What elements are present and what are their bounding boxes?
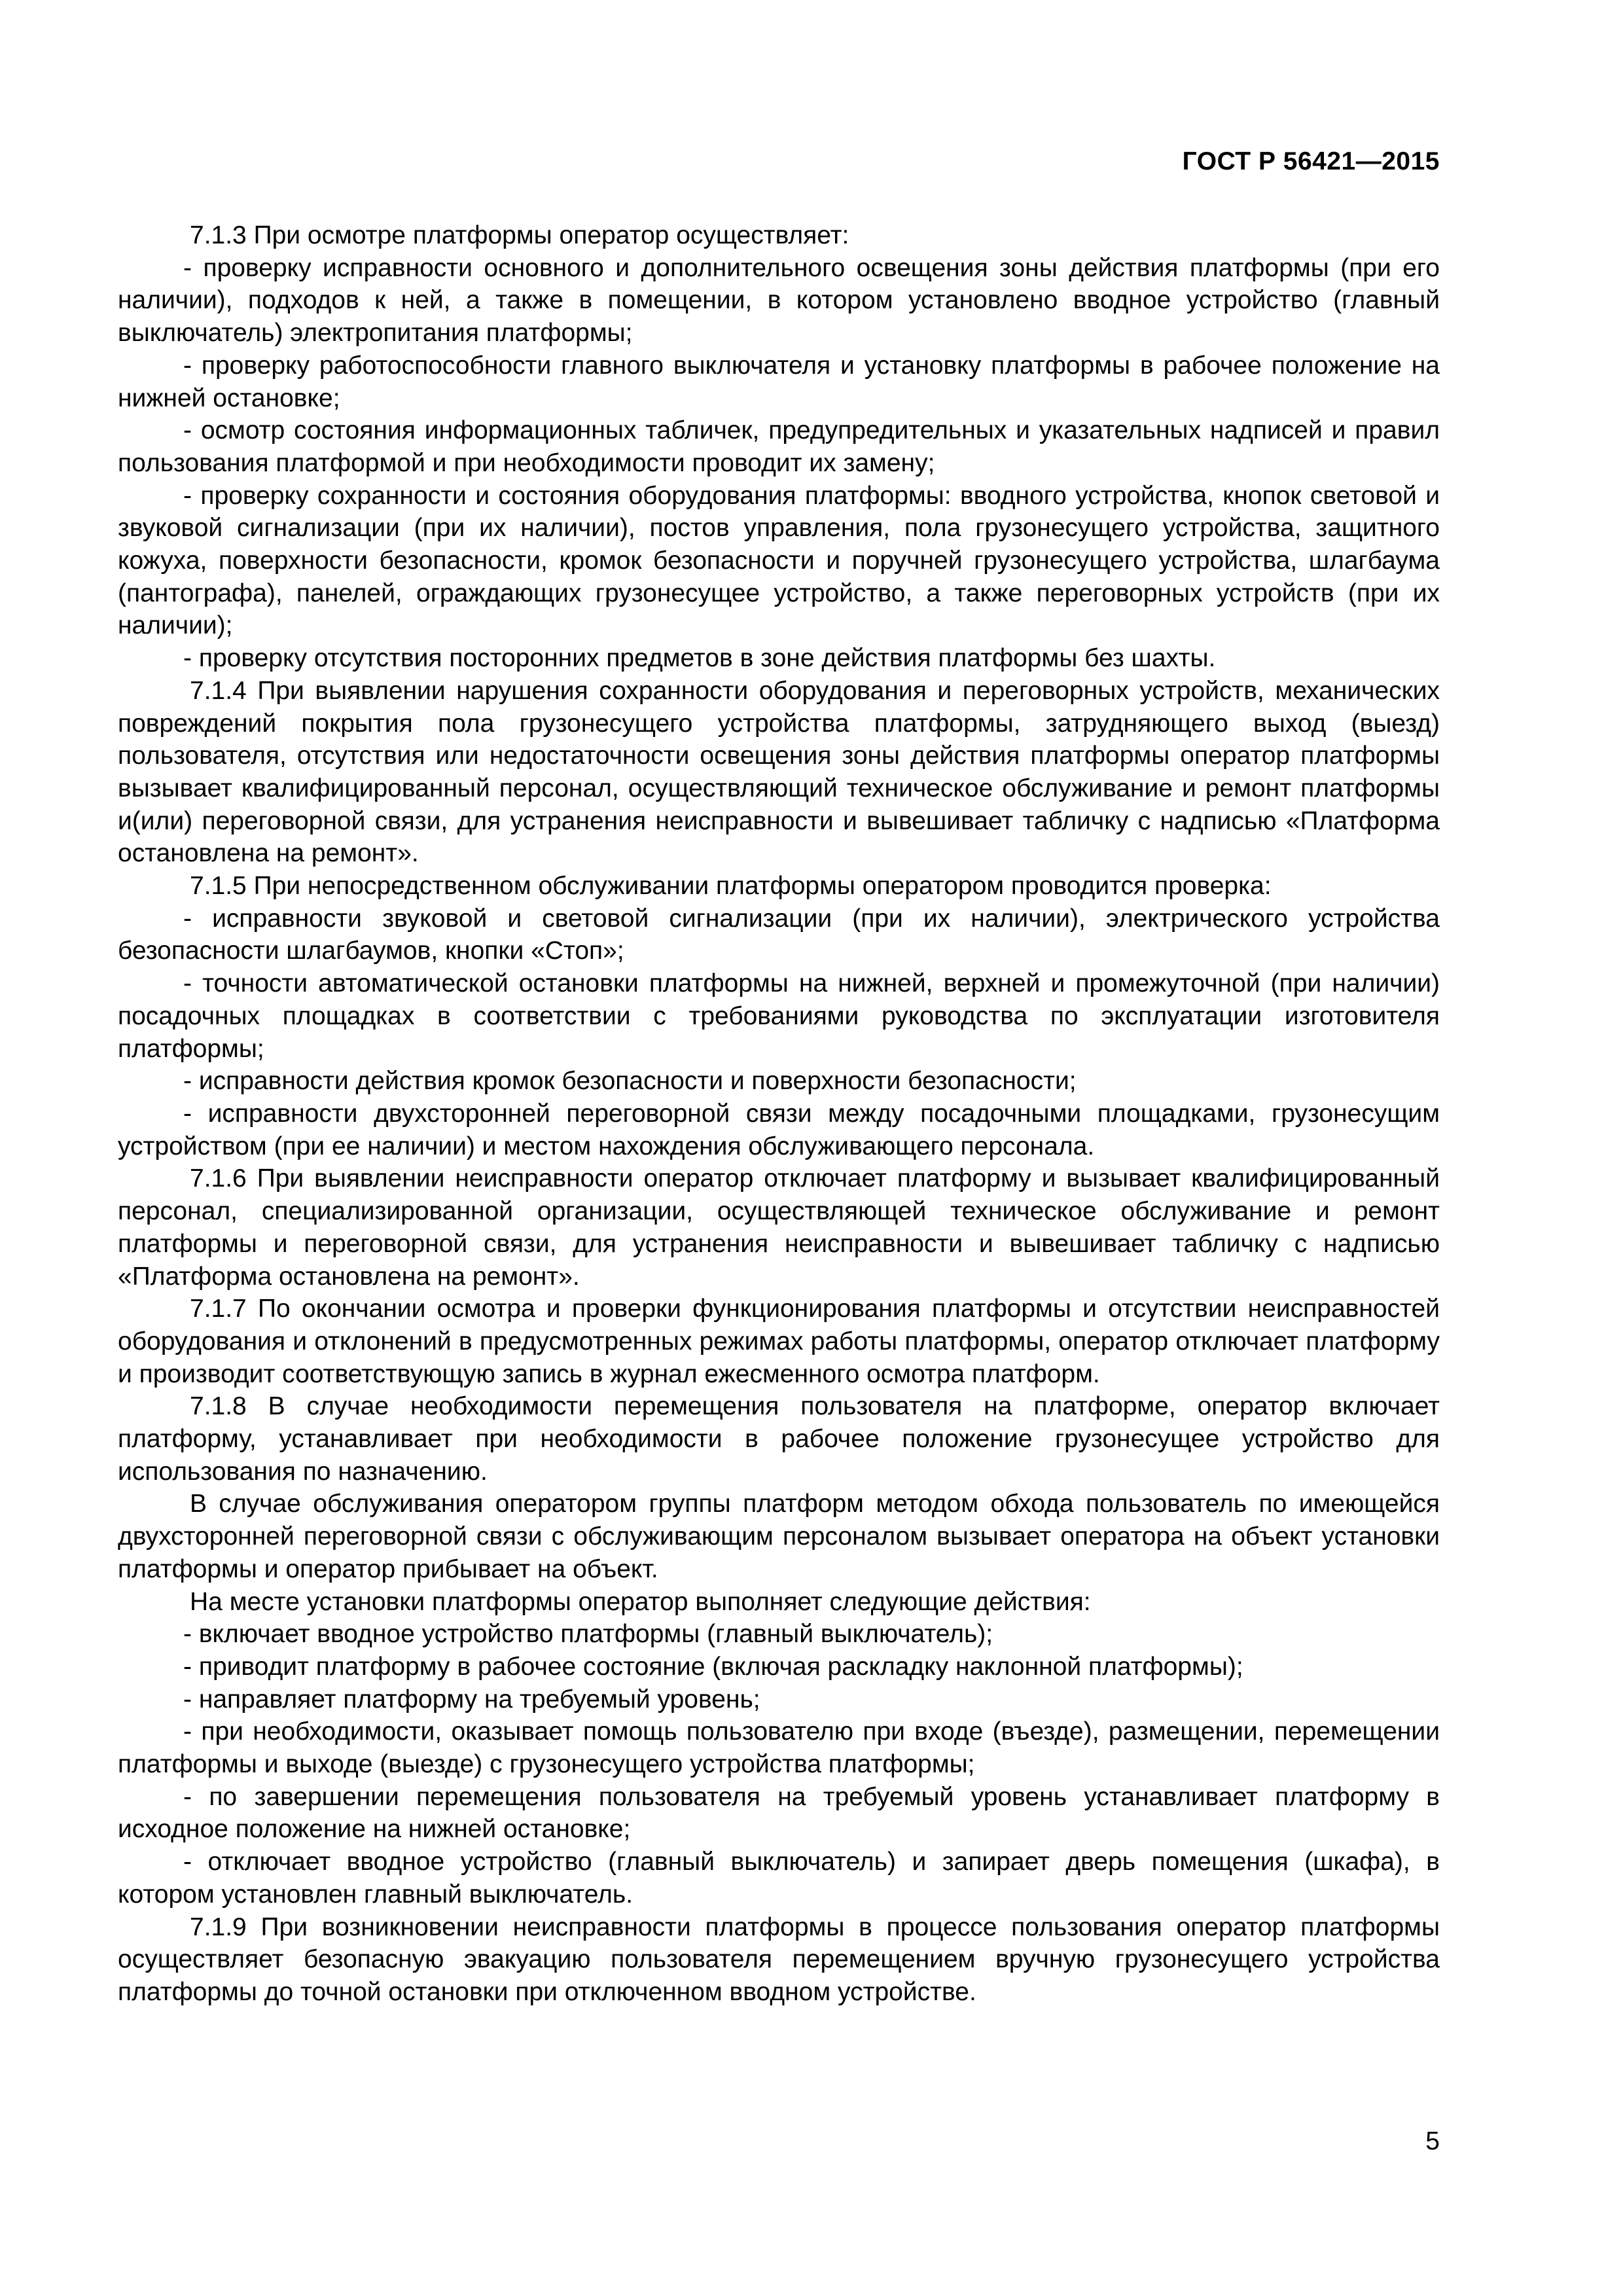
- document-body: [118, 219, 1440, 2009]
- list-item: - исправности двухсторонней переговорной связи между посадочными площадками, грузонесущим устройством (при ее наличии) и местом нахождения обслуживающего персонала.: [118, 1099, 1440, 1160]
- list-item: - проверку отсутствия посторонних предметов в зоне действия платформы без шахты.: [183, 644, 1216, 673]
- list-item: - отключает вводное устройство (главный выключатель) и запирает дверь помещения (шкафа), в котором установлен главный выключатель.: [118, 1848, 1440, 1909]
- clause-7-1-7: 7.1.7 По окончании осмотра и проверки функционирования платформы и отсутствии неисправностей оборудования и отклонений в предусмотренных режимах работы платформы, оператор отключает платформу и производит соответствующую запись в журнал ежесменного осмотра платформ.: [118, 1295, 1440, 1388]
- list-item: - направляет платформу на требуемый уровень;: [183, 1685, 760, 1713]
- body-paragraph: На месте установки платформы оператор выполняет следующие действия:: [190, 1587, 1091, 1616]
- page-number: 5: [1425, 2127, 1440, 2155]
- clause-7-1-6: 7.1.6 При выявлении неисправности оператор отключает платформу и вызывает квалифицированный персонал, специализированной организации, осуществляющей техническое обслуживание и ремонт платформы и переговорной связи, для устранения неисправности и вывешивает табличку с надписью «Платформа остановлена на ремонт».: [118, 1164, 1440, 1291]
- body-paragraph: В случае обслуживания оператором группы платформ методом обхода пользователь по имеющейся двухсторонней переговорной связи с обслуживающим персоналом вызывает оператора на объект установки платформы и оператор прибывает на объект.: [118, 1490, 1440, 1583]
- list-item: - осмотр состояния информационных табличек, предупредительных и указательных надписей и правил пользования платформой и при необходимости проводит их замену;: [118, 416, 1440, 477]
- clause-7-1-4: 7.1.4 При выявлении нарушения сохранности оборудования и переговорных устройств, механических повреждений покрытия пола грузонесущего устройства платформы, затрудняющего выход (выезд) пользователя, отсутствия или недостаточности освещения зоны действия платформы оператор платформы вызывает квалифицированный персонал, осуществляющий техническое обслуживание и ремонт платформы и(или) переговорной связи, для устранения неисправности и вывешивает табличку с надписью «Платформа остановлена на ремонт».: [118, 676, 1440, 868]
- list-item: - по завершении перемещения пользователя на требуемый уровень устанавливает платформу в исходное положение на нижней остановке;: [118, 1782, 1440, 1844]
- list-item: - приводит платформу в рабочее состояние (включая раскладку наклонной платформы);: [183, 1652, 1243, 1681]
- list-item: - проверку исправности основного и дополнительного освещения зоны действия платформы (при его наличии), подходов к ней, а также в помещении, в котором установлено вводное устройство (главный выключатель) электропитания платформы;: [118, 253, 1440, 348]
- list-item: - точности автоматической остановки платформы на нижней, верхней и промежуточной (при наличии) посадочных площадках в соответствии с требованиями руководства по эксплуатации изготовителя платформы;: [118, 969, 1440, 1063]
- clause-7-1-3: 7.1.3 При осмотре платформы оператор осуществляет:: [190, 221, 849, 249]
- list-item: - при необходимости, оказывает помощь пользователю при входе (въезде), размещении, перемещении платформы и выходе (выезде) с грузонесущего устройства платформы;: [118, 1717, 1440, 1779]
- clause-7-1-5: 7.1.5 При непосредственном обслуживании платформы оператором проводится проверка:: [190, 872, 1272, 901]
- list-item: - проверку сохранности и состояния оборудования платформы: вводного устройства, кнопок световой и звуковой сигнализации (при их наличии), постов управления, пола грузонесущего устройства, защитного кожуха, поверхности безопасности, кромок безопасности и поручней грузонесущего устройства, шлагбаума (пантографа), панелей, ограждающих грузонесущее устройство, а также переговорных устройств (при их наличии);: [118, 481, 1440, 640]
- list-item: - проверку работоспособности главного выключателя и установку платформы в рабочее положение на нижней остановке;: [118, 351, 1440, 412]
- list-item: - включает вводное устройство платформы (главный выключатель);: [183, 1620, 993, 1649]
- clause-7-1-8: 7.1.8 В случае необходимости перемещения пользователя на платформе, оператор включает платформу, устанавливает при необходимости в рабочее положение грузонесущее устройство для использования по назначению.: [118, 1392, 1440, 1486]
- document-header-standard-code: ГОСТ Р 56421—2015: [1182, 147, 1440, 175]
- list-item: - исправности действия кромок безопасности и поверхности безопасности;: [183, 1067, 1077, 1096]
- clause-7-1-9: 7.1.9 При возникновении неисправности платформы в процессе пользования оператор платформы осуществляет безопасную эвакуацию пользователя перемещением вручную грузонесущего устройства платформы до точной остановки при отключенном вводном устройстве.: [118, 1912, 1440, 2006]
- list-item: - исправности звуковой и световой сигнализации (при их наличии), электрического устройства безопасности шлагбаумов, кнопки «Стоп»;: [118, 904, 1440, 965]
